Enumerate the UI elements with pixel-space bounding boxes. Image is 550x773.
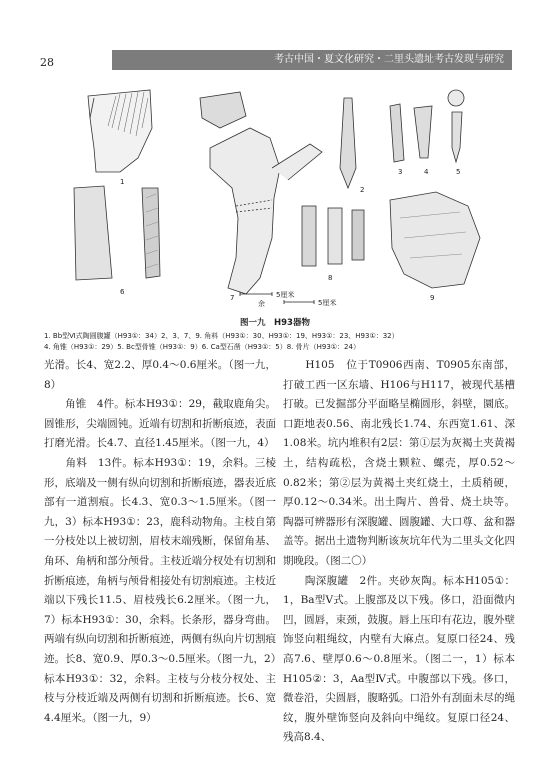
artifact-3-piece xyxy=(390,104,404,162)
label-8: 8 xyxy=(328,274,333,282)
scale-label-top: 5厘米 xyxy=(276,291,295,299)
label-9: 9 xyxy=(430,294,435,302)
artifact-8-bone-piece xyxy=(302,206,316,266)
paragraph: H105 位于T0906西南、T0905东南部，打破工西一区东墙、H106与H117，被现代基槽打破。已发掘部分平面略呈椭圆形，斜壁，圜底。口距地表0.56、南北残长1.74、东西宽1.61、深1.08米。坑内堆积有2层：第①层为灰褐土夹黄褐土，结构疏松，含烧土颗粒、螺壳，厚0.52～0.82米；第②层为黄褐土夹红烧土，土质稍硬，厚0.12～0.34米。出土陶片、兽骨、烧土块等。陶器可辨器形有深腹罐、圆腹罐、大口尊、盆和器盖等。据出土遗物判断该灰坑年代为二里头文化四期晚段。（图二〇） xyxy=(283,359,515,567)
artifact-top-fragment xyxy=(200,92,246,128)
running-title: 考古中国・夏文化研究・二里头遗址考古发现与研究 xyxy=(274,54,504,65)
scale-label-mid: 余 xyxy=(258,300,265,308)
label-5: 5 xyxy=(456,168,461,176)
label-1: 1 xyxy=(120,178,125,186)
page-number: 28 xyxy=(40,56,54,69)
running-header xyxy=(112,50,512,70)
artifact-1-jar xyxy=(88,90,152,172)
artifact-4-awl xyxy=(414,106,432,158)
figure-plate xyxy=(60,88,500,310)
paragraph: 陶深腹罐 2件。夹砂灰陶。标本H105①：1，Ba型Ⅴ式。上腹部及以下残。侈口，沿面微内凹，圆唇，束颈，鼓腹。唇上压印有花边，腹外壁饰竖向粗绳纹，内壁有大麻点。复原口径24、残高7.6、壁厚0.6～0.8厘米。（图二一，1）标本H105②：3，Aa型Ⅳ式。中腹部以下残。侈口，微卷沿，尖圆唇，腹略弧。口沿外有刮面未尽的绳纹，腹外壁饰竖向及斜向中绳纹。复原口径24、残高8.4、 xyxy=(283,574,515,744)
label-7: 7 xyxy=(230,294,235,302)
figure-drawing xyxy=(60,88,500,310)
paragraph: 角料 13件。标本H93①：19，余料。三棱形，底端及一侧有纵向切割和折断痕迹，器表近底部有一道割痕。长4.3、宽0.3～1.5厘米。（图一九，3）标本H93①：23，鹿科动物角。主枝自第一分枝处以上被切割，眉枝末端残断，保留角基、角环、角柄和部分颅骨。主枝近端分杈处有切割和折断痕迹，角柄与颅骨相接处有切割痕迹。主枝近端以下残长11.5、眉枝残长6.2厘米。（图一九，7）标本H93①：30，余料。长条形，器身弯曲。两端有纵向切割和折断痕迹，两侧有纵向片切割痕迹。长8、宽0.9、厚0.3～0.5厘米。（图一九，2）标本H93①：32，余料。主枝与分枝分杈处、主枝与分枝近端及两侧有切割和折断痕迹。长6、宽4.4厘米。（图一九，9） xyxy=(44,456,276,724)
label-3: 3 xyxy=(398,168,403,176)
label-6: 6 xyxy=(120,288,125,296)
artifact-6-chisel-side xyxy=(142,188,160,278)
label-4: 4 xyxy=(424,168,429,176)
figure-caption-line-1: 1. Bb型Ⅵ式陶圆腹罐（H93①：34）2、3、7、9. 角料（H93①：30、H93①：19、H93①：23、H93①：32） xyxy=(44,332,399,340)
scale-label-bottom: 5厘米 xyxy=(318,299,337,307)
artifact-6-chisel xyxy=(74,186,112,280)
figure-title: 图一九 H93器物 xyxy=(240,318,310,328)
paragraph: 光滑。长4、宽2.2、厚0.4～0.6厘米。（图一九，8） xyxy=(44,359,276,391)
right-column xyxy=(283,356,515,748)
left-column xyxy=(44,356,276,728)
artifact-2-long-piece xyxy=(340,98,356,188)
artifact-9-piece xyxy=(390,192,480,288)
figure-caption-line-2: 4. 角锥（H93①：29）5. Bc型骨锥（H93①：9）6. Ca型石凿（H93①：5）8. 骨片（H93①：24） xyxy=(44,343,360,351)
artifact-5-bone-awl xyxy=(452,112,462,162)
paragraph: 角锥 4件。标本H93①：29，截取鹿角尖。圆锥形，尖端圆钝。近端有切割和折断痕迹，表面打磨光滑。长4.7、直径1.45厘米。（图一九，4） xyxy=(44,398,276,450)
label-2: 2 xyxy=(360,186,365,194)
